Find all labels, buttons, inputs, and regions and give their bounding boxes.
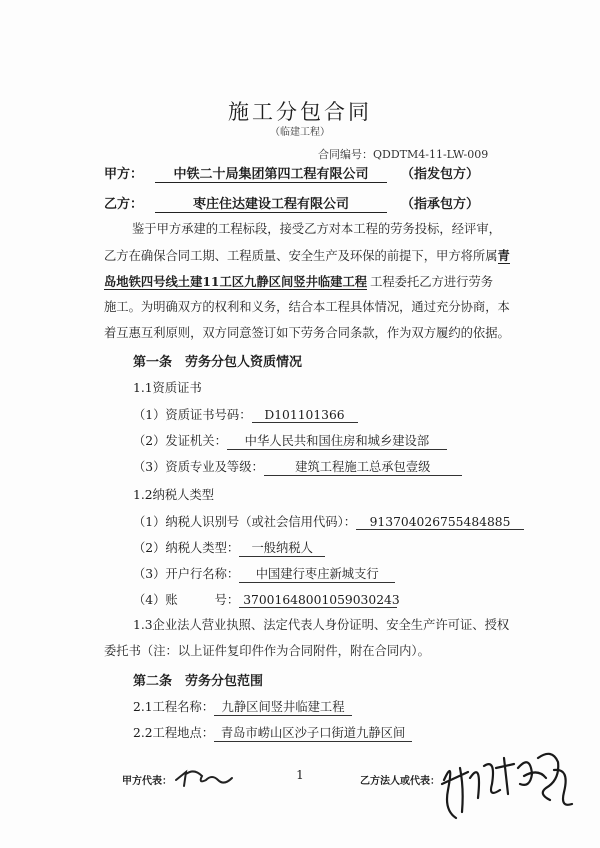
section-1-3-line-1: 1.3企业法人营业执照、法定代表人身份证明、安全生产许可证、授权 — [133, 618, 510, 632]
cert-number-value: D101101366 — [252, 408, 358, 423]
tax-id-value: 913704026755484885 — [356, 515, 524, 530]
party-b-role: （指承包方） — [401, 197, 480, 212]
intro-line-2-text: 乙方在确保合同工期、工程质量、安全生产及环保的前提下，甲方将所属 — [104, 249, 498, 263]
tax-id-label: （1）纳税人识别号（或社会信用代码）： — [133, 515, 357, 529]
issuer-value: 中华人民共和国住房和城乡建设部 — [227, 431, 447, 450]
grade-label: （3）资质专业及等级： — [133, 460, 264, 474]
tax-type-value: 一般纳税人 — [239, 538, 325, 557]
section-1-1: 1.1资质证书 — [133, 381, 202, 395]
tax-type-line — [133, 538, 325, 557]
party-b-name: 枣庄住达建设工程有限公司 — [155, 193, 387, 213]
intro-line-4: 施工。为明确双方的权利和义务，结合本工程具体情况，通过充分协商，本 — [104, 300, 510, 314]
grade-value: 建筑工程施工总承包壹级 — [264, 457, 462, 476]
project-name-part1: 青 — [497, 248, 510, 263]
party-b-signature-image — [434, 728, 584, 824]
party-a-label: 甲方： — [104, 167, 144, 182]
project-location-label: 2.2工程地点： — [133, 726, 215, 740]
project-name-part2: 岛地铁四号线土建11工区九静区间竖井临建工程 — [104, 274, 368, 289]
section-1-3-line-2: 委托书（注：以上证件复印件作为合同附件，附在合同内）。 — [104, 644, 430, 658]
article-1-heading: 第一条 劳务分包人资质情况 — [133, 355, 303, 370]
account-value: 37001648001059030243 — [239, 593, 397, 608]
intro-line-2 — [104, 245, 510, 267]
project-location-value: 青岛市崂山区沙子口街道九静区间 — [214, 723, 412, 742]
tax-type-label: （2）纳税人类型： — [133, 541, 240, 555]
party-b-label: 乙方： — [104, 197, 144, 212]
party-b-signature-label: 乙方法人或代表： — [360, 776, 440, 787]
cert-number-line — [133, 405, 358, 423]
document-title: 施工分包合同 — [228, 100, 372, 124]
grade-line — [133, 457, 462, 476]
bank-line — [133, 564, 395, 583]
contract-number — [318, 146, 488, 162]
project-name-label: 2.1工程名称： — [133, 700, 215, 714]
party-a-signature-label: 甲方代表： — [122, 776, 172, 787]
account-line — [133, 590, 400, 608]
party-b-line — [104, 193, 479, 213]
section-1-2: 1.2纳税人类型 — [133, 488, 215, 502]
issuer-line — [133, 431, 447, 450]
intro-line-3-tail: 工程委托乙方进行劳务 — [370, 275, 494, 289]
bank-label: （3）开户行名称： — [133, 567, 240, 581]
intro-line-5: 着互惠互利原则，双方同意签订如下劳务合同条款，作为双方履约的依据。 — [104, 326, 510, 340]
article-2-heading: 第二条 劳务分包范围 — [133, 674, 264, 689]
issuer-label: （2）发证机关： — [133, 434, 227, 448]
contract-number-value: QDDTM4-11-LW-009 — [373, 148, 489, 161]
document-subtitle: （临建工程） — [270, 127, 330, 138]
tax-id-line — [133, 512, 524, 530]
contract-number-label: 合同编号： — [318, 148, 373, 161]
project-location-line — [133, 723, 412, 742]
account-label: （4）账 号： — [133, 593, 240, 607]
cert-number-label: （1）资质证书号码： — [133, 408, 252, 422]
bank-value: 中国建行枣庄新城支行 — [239, 564, 395, 583]
party-a-role: （指发包方） — [401, 167, 480, 182]
party-a-name: 中铁二十局集团第四工程有限公司 — [155, 163, 387, 183]
project-name-value: 九静区间竖井临建工程 — [214, 697, 352, 716]
intro-line-3 — [104, 271, 493, 293]
project-name-line — [133, 697, 352, 716]
page-number: 1 — [296, 768, 304, 782]
party-a-line — [104, 163, 479, 183]
intro-line-1: 鉴于甲方承建的工程标段，接受乙方对本工程的劳务投标，经评审， — [132, 222, 501, 236]
